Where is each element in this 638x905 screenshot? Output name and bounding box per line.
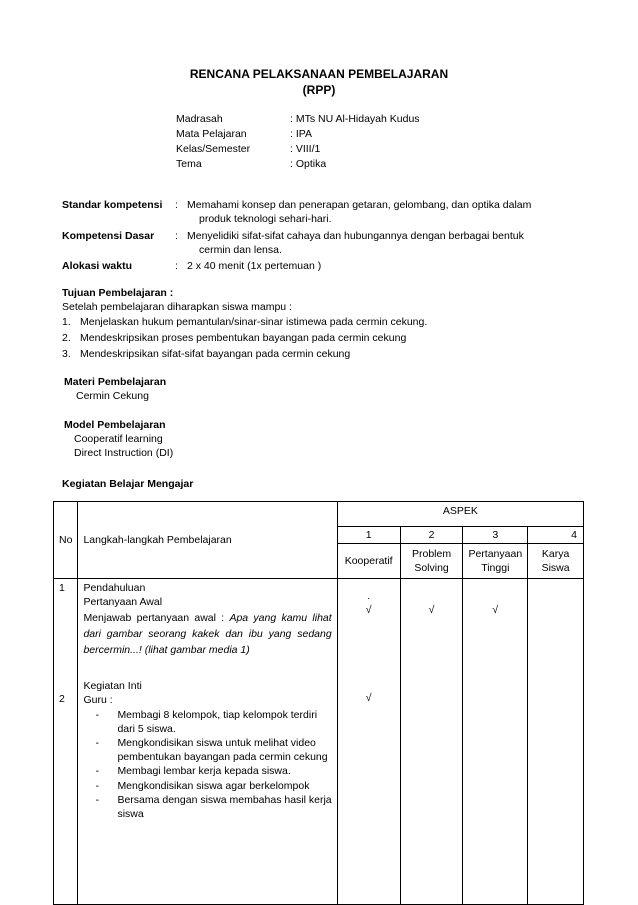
goal-text: Menjelaskan hukum pemantulan/sinar-sinar istimewa pada cermin cekung. (80, 316, 428, 329)
dot-mark: . (367, 590, 371, 603)
list-item (83, 736, 331, 764)
alokasi-waktu-row (62, 259, 562, 273)
goal-number: 1. (62, 316, 71, 329)
materi-value: Cermin Cekung (76, 390, 149, 403)
document-title: RENCANA PELAKSANAAN PEMBELAJARAN (189, 67, 449, 81)
row-number: 1 (59, 582, 65, 595)
aw-value: 2 x 40 menit (1x pertemuan ) (187, 260, 322, 272)
goal-number: 2. (62, 332, 71, 345)
info-block (176, 112, 420, 172)
goal-text: Mendeskripsikan proses pembentukan bayangan pada cermin cekung (80, 332, 407, 345)
table-row (54, 579, 584, 905)
goals-intro: Setelah pembelajaran diharapkan siswa mampu : (62, 301, 292, 314)
guru-step: Bersama dengan siswa membahas hasil kerja siswa (117, 793, 332, 820)
step-guru: Guru : (83, 694, 113, 707)
materi-block (64, 375, 564, 403)
sk-value-cont: produk teknologi sehari-hari. (199, 213, 332, 226)
karya-siswa-cell (528, 579, 584, 905)
info-label: Madrasah (176, 113, 223, 125)
problem-solving-cell (400, 579, 463, 905)
goal-number: 3. (62, 348, 71, 361)
aspect-name: Kooperatif (337, 544, 400, 579)
step-menjawab-lead: Menjawab pertanyaan awal : (83, 611, 230, 624)
model-value-2: Direct Instruction (DI) (74, 447, 174, 460)
info-value: : IPA (290, 128, 312, 140)
model-value-1: Cooperatif learning (74, 433, 163, 446)
check-mark: √ (428, 604, 435, 617)
check-mark: √ (365, 691, 372, 704)
list-item (62, 330, 562, 346)
table-header-row (54, 502, 584, 527)
guru-step: Membagi lembar kerja kepada siswa. (117, 765, 291, 778)
aw-label: Alokasi waktu (62, 260, 133, 272)
colon: : (175, 230, 178, 242)
document-subtitle: (RPP) (302, 83, 336, 97)
kd-label: Kompetensi Dasar (62, 230, 155, 242)
check-mark: √ (365, 604, 372, 617)
goals-heading: Tujuan Pembelajaran : (62, 287, 174, 299)
guru-step: Membagi 8 kelompok, tiap kelompok terdiri dari 5 siswa. (117, 708, 318, 735)
pertanyaan-tinggi-cell (463, 579, 528, 905)
info-row (176, 112, 420, 127)
sk-label: Standar kompetensi (62, 199, 163, 211)
model-heading: Model Pembelajaran (64, 419, 166, 431)
kegiatan-heading: Kegiatan Belajar Mengajar (62, 478, 194, 490)
guru-step: Mengkondisikan siswa untuk melihat video pembentukan bayangan pada cermin cekung (117, 737, 328, 764)
info-value: : MTs NU Al-Hidayah Kudus (290, 113, 420, 125)
info-value: : VIII/1 (290, 143, 321, 155)
kd-value-cont: cermin dan lensa. (199, 244, 282, 257)
list-item (62, 314, 562, 330)
dash: - (95, 737, 99, 749)
steps-cell (78, 579, 337, 905)
goals-block (62, 286, 562, 362)
dash: - (95, 779, 99, 792)
dash: - (95, 793, 99, 806)
list-item (83, 779, 331, 793)
step-kegiatan-inti: Kegiatan Inti (83, 680, 142, 693)
col-steps-header: Langkah-langkah Pembelajaran (78, 502, 337, 579)
info-row (176, 142, 420, 157)
info-label: Kelas/Semester (176, 143, 251, 155)
dash: - (95, 765, 99, 778)
aspect-number: 1 (337, 527, 400, 544)
aspect-number: 3 (463, 527, 528, 544)
kd-value: Menyelidiki sifat-sifat cahaya dan hubungannya dengan berbagai bentuk (187, 230, 524, 242)
guru-step: Mengkondisikan siswa agar berkelompok (117, 779, 310, 792)
goal-text: Mendeskripsikan sifat-sifat bayangan pada cermin cekung (80, 348, 351, 361)
info-label: Mata Pelajaran (176, 128, 247, 140)
colon: : (175, 199, 178, 211)
aspect-name: Pertanyaan Tinggi (463, 544, 528, 579)
no-cell (54, 579, 78, 905)
step-pertanyaan-awal: Pertanyaan Awal (83, 596, 163, 609)
dash: - (95, 708, 99, 721)
aspect-name: Problem Solving (400, 544, 463, 579)
list-item (83, 793, 331, 821)
aspect-number: 4 (528, 527, 584, 544)
list-item (83, 708, 331, 736)
info-row (176, 157, 420, 172)
aspect-number: 2 (400, 527, 463, 544)
sk-value-wrap (187, 198, 562, 229)
sk-value: Memahami konsep dan penerapan getaran, gelombang, dan optika dalam (187, 199, 532, 211)
model-block (64, 418, 564, 461)
step-pendahuluan: Pendahuluan (83, 582, 146, 595)
kompetensi-dasar-row (62, 229, 562, 259)
kooperatif-cell (337, 579, 400, 905)
list-item (62, 346, 562, 362)
activities-table (53, 501, 584, 905)
colon: : (175, 260, 178, 272)
kd-value-wrap (187, 229, 562, 259)
step-menjawab-question: Apa yang kamu lihat dari gambar seorang kakek dan ibu yang sedang bercermin...! (lihat gambar media 1) (83, 611, 332, 657)
aspek-header: ASPEK (337, 502, 583, 527)
row-number: 2 (59, 693, 65, 706)
step-menjawab (83, 610, 331, 659)
standards-block (62, 198, 562, 273)
check-mark: √ (492, 604, 499, 617)
list-item (83, 764, 331, 778)
info-row (176, 127, 420, 142)
info-label: Tema (176, 158, 202, 170)
goals-list (62, 314, 562, 362)
col-no-header: No (54, 502, 78, 579)
info-value: : Optika (290, 158, 327, 170)
materi-heading: Materi Pembelajaran (64, 376, 167, 388)
aspect-name: Karya Siswa (528, 544, 584, 579)
standar-kompetensi-row (62, 198, 562, 229)
